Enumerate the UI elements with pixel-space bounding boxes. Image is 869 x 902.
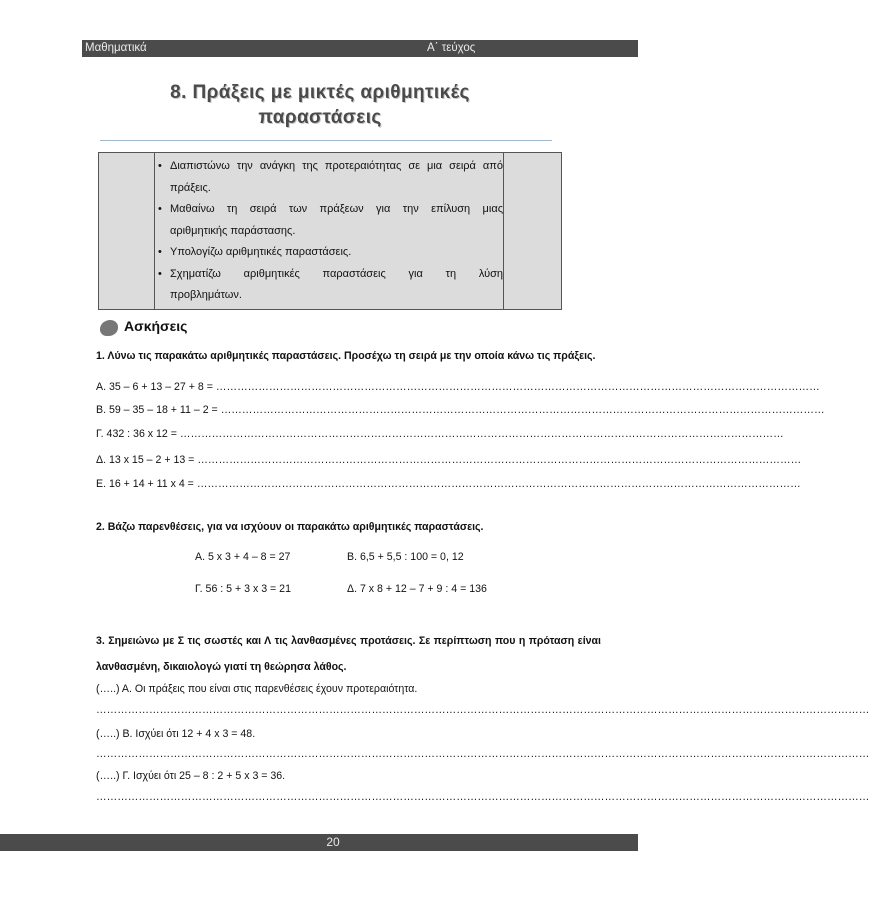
q2-item-d: Δ. 7 x 8 + 12 – 7 + 9 : 4 = 136: [347, 583, 487, 595]
q1-item-d: Δ. 13 x 15 – 2 + 13 = ………………………………………………………………………………………………………………………………………………………: [96, 454, 802, 466]
title-line-1: 8. Πράξεις με μικτές αριθμητικές: [170, 82, 470, 103]
goal-item: • Μαθαίνω τη σειρά των πράξεων για την επίλυση μιας αριθμητικής παράστασης.: [155, 199, 503, 242]
bullet-icon: •: [158, 246, 162, 258]
blob-icon: [100, 320, 118, 336]
q1-item-b: Β. 59 – 35 – 18 + 11 – 2 = ………………………………………………………………………………………………………………………………………………………: [96, 404, 825, 416]
q1-prompt: 1. Λύνω τις παρακάτω αριθμητικές παραστάσεις. Προσέχω τη σειρά με την οποία κάνω τις πράξεις.: [96, 350, 596, 362]
goals-box: [98, 152, 562, 310]
page-title: [120, 80, 520, 130]
q1-item-a: Α. 35 – 6 + 13 – 27 + 8 = ………………………………………………………………………………………………………………………………………………………: [96, 381, 820, 393]
q3-item-b: (…..) Β. Ισχύει ότι 12 + 4 x 3 = 48.: [96, 728, 256, 740]
bullet-icon: •: [158, 267, 162, 280]
title-line-2: παραστάσεις: [258, 107, 382, 128]
q3-item-c: (…..) Γ. Ισχύει ότι 25 – 8 : 2 + 5 x 3 = 36.: [96, 770, 286, 782]
title-divider: [100, 140, 552, 141]
bullet-icon: •: [158, 203, 162, 215]
q2-item-a: Α. 5 x 3 + 4 – 8 = 27: [195, 551, 291, 563]
q2-item-c: Γ. 56 : 5 + 3 x 3 = 21: [195, 583, 291, 595]
header-bar: [82, 40, 638, 57]
goal-item: • Υπολογίζω αριθμητικές παραστάσεις.: [155, 242, 503, 264]
bullet-icon: •: [158, 160, 162, 172]
goals-left-column: [99, 153, 155, 309]
goals-list: [155, 156, 503, 307]
q1-item-e: Ε. 16 + 14 + 11 x 4 = ………………………………………………………………………………………………………………………………………………………: [96, 478, 801, 490]
answer-line: …………………………………………………………………………………………………………………………………………………………………………………………………: [96, 748, 869, 760]
answer-line: …………………………………………………………………………………………………………………………………………………………………………………………………: [96, 704, 869, 716]
q2-item-b: Β. 6,5 + 5,5 : 100 = 0, 12: [347, 551, 464, 563]
goal-item: • Διαπιστώνω την ανάγκη της προτεραιότητας σε μια σειρά από πράξεις.: [155, 156, 503, 199]
q3-prompt-line-2: λανθασμένη, δικαιολογώ γιατί τη θεώρησα λάθος.: [96, 661, 347, 673]
goals-right-column: [503, 153, 561, 309]
q1-item-c: Γ. 432 : 36 x 12 = ………………………………………………………………………………………………………………………………………………………: [96, 428, 784, 440]
q3-item-a: (…..) Α. Οι πράξεις που είναι στις παρενθέσεις έχουν προτεραιότητα.: [96, 683, 418, 695]
answer-line: …………………………………………………………………………………………………………………………………………………………………………………………………: [96, 791, 869, 803]
footer-bar: [0, 834, 638, 851]
q3-prompt-line-1: 3. Σημειώνω με Σ τις σωστές και Λ τις λανθασμένες προτάσεις. Σε περίπτωση που η πρόταση είναι: [96, 635, 601, 647]
page-number: 20: [326, 835, 340, 849]
header-subject: Μαθηματικά: [85, 42, 147, 54]
q2-prompt: 2. Βάζω παρενθέσεις, για να ισχύουν οι παρακάτω αριθμητικές παραστάσεις.: [96, 521, 484, 533]
header-volume: Α΄ τεύχος: [427, 42, 476, 54]
goal-item: • Σχηματίζω αριθμητικές παραστάσεις για τη λύση προβλημάτων.: [155, 264, 503, 307]
